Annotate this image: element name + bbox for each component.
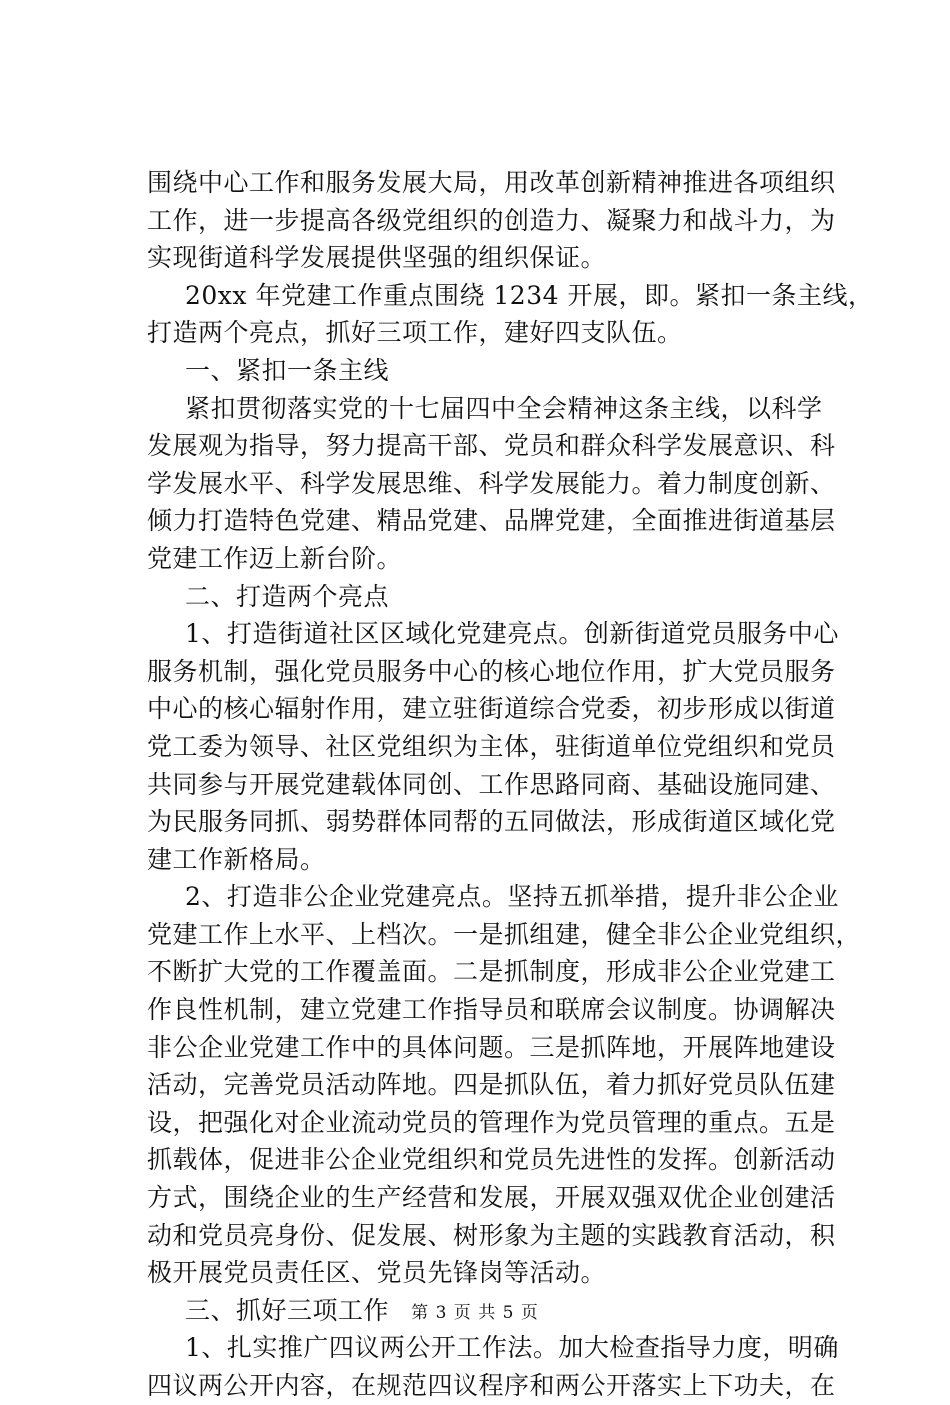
text-line: 党建工作迈上新台阶。 xyxy=(147,543,403,573)
text-line: 四议两公开内容，在规范四议程序和两公开落实上下功夫，在 xyxy=(147,1371,836,1400)
text-line: 建工作新格局。 xyxy=(147,844,326,874)
text-line: 三、抓好三项工作 xyxy=(185,1295,390,1325)
text-line: 1、扎实推广四议两公开工作法。加大检查指导力度，明确 xyxy=(185,1333,839,1363)
text-line: 设，把强化对企业流动党员的管理作为党员管理的重点。五是 xyxy=(147,1107,836,1137)
text-line: 非公企业党建工作中的具体问题。三是抓阵地，开展阵地建设 xyxy=(147,1032,836,1062)
document-body xyxy=(147,164,874,1405)
text-line: 一、紧扣一条主线 xyxy=(185,355,390,385)
text-line: 党建工作上水平、上档次。一是抓组建，健全非公企业党组织， xyxy=(147,919,862,949)
text-line: 学发展水平、科学发展思维、科学发展能力。着力制度创新、 xyxy=(147,468,836,498)
text-line: 抓载体，促进非公企业党组织和党员先进性的发挥。创新活动 xyxy=(147,1145,836,1175)
page-footer: 第 3 页 共 5 页 xyxy=(411,1303,539,1323)
text-line: 共同参与开展党建载体同创、工作思路同商、基础设施同建、 xyxy=(147,769,836,799)
text-line: 围绕中心工作和服务发展大局，用改革创新精神推进各项组织 xyxy=(147,168,836,197)
text-line: 20xx 年党建工作重点围绕 1234 开展，即。紧扣一条主线， xyxy=(185,280,874,310)
text-line: 不断扩大党的工作覆盖面。二是抓制度，形成非公企业党建工 xyxy=(147,957,836,987)
text-line: 工作，进一步提高各级党组织的创造力、凝聚力和战斗力，为 xyxy=(147,205,836,235)
text-line: 实现街道科学发展提供坚强的组织保证。 xyxy=(147,243,607,273)
text-line: 服务机制，强化党员服务中心的核心地位作用，扩大党员服务 xyxy=(147,656,836,686)
text-line: 二、打造两个亮点 xyxy=(185,581,390,611)
text-line: 2、打造非公企业党建亮点。坚持五抓举措，提升非公企业 xyxy=(185,882,839,912)
text-line: 活动，完善党员活动阵地。四是抓队伍，着力抓好党员队伍建 xyxy=(147,1070,836,1100)
text-line: 极开展党员责任区、党员先锋岗等活动。 xyxy=(147,1258,607,1288)
text-line: 动和党员亮身份、促发展、树形象为主题的实践教育活动，积 xyxy=(147,1220,836,1250)
text-line: 为民服务同抓、弱势群体同帮的五同做法，形成街道区域化党 xyxy=(147,807,836,837)
text-line: 中心的核心辐射作用，建立驻街道综合党委，初步形成以街道 xyxy=(147,694,836,724)
text-line: 发展观为指导，努力提高干部、党员和群众科学发展意识、科 xyxy=(147,431,836,461)
text-line: 方式，围绕企业的生产经营和发展，开展双强双优企业创建活 xyxy=(147,1183,836,1213)
text-line: 1、打造街道社区区域化党建亮点。创新街道党员服务中心 xyxy=(185,619,839,649)
text-line: 紧扣贯彻落实党的十七届四中全会精神这条主线，以科学 xyxy=(185,393,823,423)
text-line: 作良性机制，建立党建工作指导员和联席会议制度。协调解决 xyxy=(147,995,836,1025)
text-line: 党工委为领导、社区党组织为主体，驻街道单位党组织和党员 xyxy=(147,731,836,761)
text-line: 打造两个亮点，抓好三项工作，建好四支队伍。 xyxy=(147,318,683,348)
text-line: 倾力打造特色党建、精品党建、品牌党建，全面推进街道基层 xyxy=(147,506,836,536)
